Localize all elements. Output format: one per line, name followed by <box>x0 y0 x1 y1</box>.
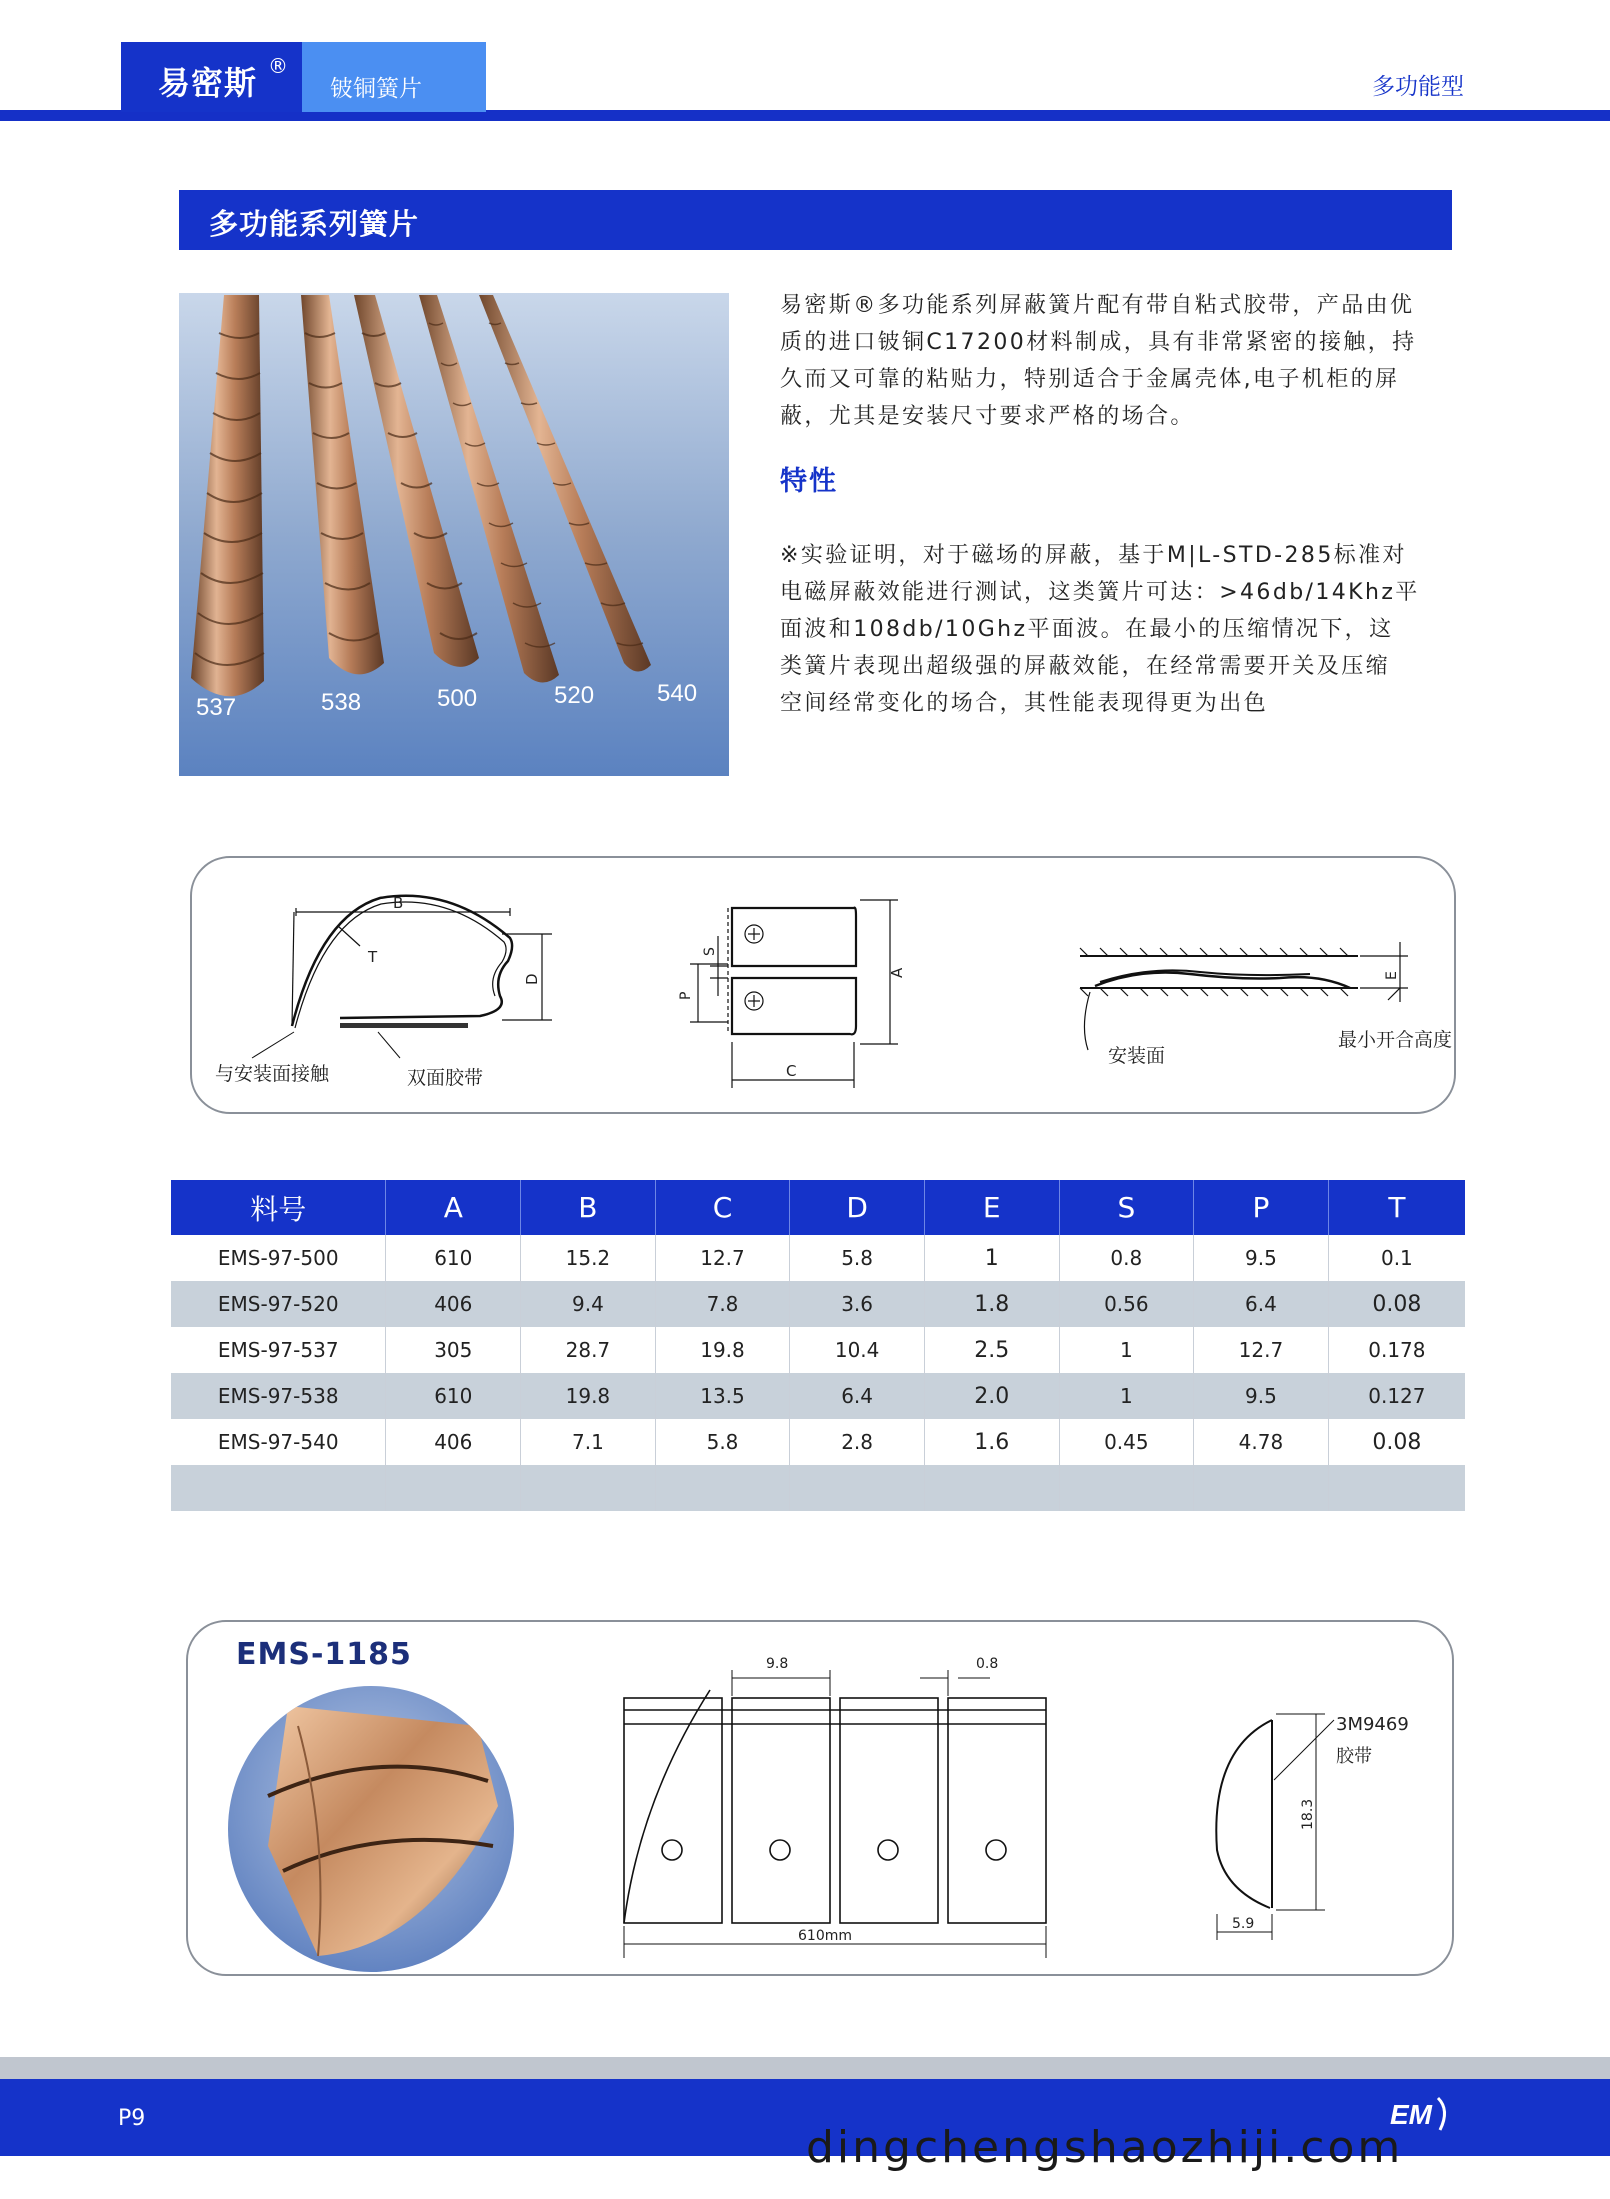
intro-paragraph <box>780 287 1460 435</box>
pitch-label: 9.8 <box>766 1656 789 1672</box>
category-label: 铍铜簧片 <box>330 76 422 102</box>
table-cell: 19.8 <box>655 1327 790 1373</box>
feature-line: 电磁屏蔽效能进行测试，这类簧片可达：>46db/14Khz平 <box>780 580 1420 605</box>
registered-mark: ® <box>268 54 288 78</box>
table-cell: EMS-97-500 <box>171 1235 386 1281</box>
features-paragraph <box>780 537 1460 722</box>
table-cell: 1 <box>1059 1373 1194 1419</box>
dim-label-t: T <box>368 948 378 966</box>
dimension-diagram <box>190 856 1456 1114</box>
table-row <box>171 1281 1465 1327</box>
table-cell: 28.7 <box>521 1327 656 1373</box>
table-cell: 6.4 <box>1194 1281 1329 1327</box>
intro-line: 质的进口铍铜C17200材料制成，具有非常紧密的接触，持 <box>780 330 1417 355</box>
col-header-b: B <box>521 1180 656 1235</box>
watermark-url: dingchengshaozhiji.com <box>806 2122 1404 2173</box>
table-cell: 0.1 <box>1328 1235 1465 1281</box>
features-title: 特性 <box>780 466 838 497</box>
col-header-c: C <box>655 1180 790 1235</box>
intro-line: 易密斯®多功能系列屏蔽簧片配有带自粘式胶带，产品由优 <box>780 293 1415 318</box>
spec-table <box>171 1180 1465 1511</box>
table-cell: 0.08 <box>1328 1419 1465 1465</box>
table-cell: 0.178 <box>1328 1327 1465 1373</box>
page-number: P9 <box>118 2106 146 2131</box>
feature-line: 空间经常变化的场合，其性能表现得更为出色 <box>780 691 1269 716</box>
dim-label-b: B <box>393 894 404 912</box>
footer-grey-band <box>0 2057 1610 2079</box>
table-cell: 305 <box>386 1327 521 1373</box>
table-cell: 0.08 <box>1328 1281 1465 1327</box>
length-label: 610mm <box>798 1928 852 1944</box>
col-header-e: E <box>924 1180 1059 1235</box>
table-cell: EMS-97-540 <box>171 1419 386 1465</box>
table-cell: 610 <box>386 1235 521 1281</box>
table-row-empty <box>171 1465 1465 1511</box>
product-photo <box>179 293 729 776</box>
table-cell: 9.5 <box>1194 1373 1329 1419</box>
photo-label-540: 540 <box>657 680 698 707</box>
header-series-label: 多功能型 <box>1372 74 1464 100</box>
width-label: 5.9 <box>1232 1916 1255 1932</box>
min-height-label: 最小开合高度 <box>1338 1029 1453 1051</box>
photo-label-538: 538 <box>321 689 362 716</box>
gap-label: 0.8 <box>976 1656 999 1672</box>
height-label: 18.3 <box>1300 1798 1316 1830</box>
table-cell: EMS-97-538 <box>171 1373 386 1419</box>
table-cell: 1.6 <box>924 1419 1059 1465</box>
table-cell: 0.127 <box>1328 1373 1465 1419</box>
photo-label-500: 500 <box>437 685 478 712</box>
table-cell: 2.5 <box>924 1327 1059 1373</box>
table-cell: 4.78 <box>1194 1419 1329 1465</box>
table-row <box>171 1373 1465 1419</box>
tape-label: 双面胶带 <box>407 1067 484 1089</box>
table-cell: 9.5 <box>1194 1235 1329 1281</box>
table-cell: 7.8 <box>655 1281 790 1327</box>
table-cell: 3.6 <box>790 1281 925 1327</box>
col-header-a: A <box>386 1180 521 1235</box>
section-title: 多功能系列簧片 <box>209 207 420 241</box>
table-row <box>171 1327 1465 1373</box>
table-cell: 610 <box>386 1373 521 1419</box>
table-cell: 0.8 <box>1059 1235 1194 1281</box>
tape-name-label: 胶带 <box>1336 1746 1372 1767</box>
ems-1185-drawing <box>580 1640 1430 1960</box>
col-header-d: D <box>790 1180 925 1235</box>
dim-label-s: S <box>702 947 718 956</box>
feature-line: 面波和108db/10Ghz平面波。在最小的压缩情况下，这 <box>780 617 1394 642</box>
ems-1185-photo <box>228 1686 514 1972</box>
tape-strip <box>340 1023 468 1028</box>
brand-logo-text: EM <box>1390 2099 1432 2130</box>
table-cell: 15.2 <box>521 1235 656 1281</box>
table-cell: 12.7 <box>1194 1327 1329 1373</box>
table-cell: 12.7 <box>655 1235 790 1281</box>
col-header-p: P <box>1194 1180 1329 1235</box>
table-cell: 1 <box>1059 1327 1194 1373</box>
col-header-t: T <box>1328 1180 1465 1235</box>
photo-label-537: 537 <box>196 694 237 721</box>
table-cell: 1 <box>924 1235 1059 1281</box>
ems-1185-title: EMS-1185 <box>236 1637 412 1672</box>
table-cell: 9.4 <box>521 1281 656 1327</box>
dim-label-e: E <box>1384 971 1400 980</box>
table-header-row <box>171 1180 1465 1235</box>
table-cell: EMS-97-537 <box>171 1327 386 1373</box>
table-cell: 406 <box>386 1419 521 1465</box>
table-cell: 2.8 <box>790 1419 925 1465</box>
dim-label-d: D <box>523 973 541 985</box>
table-cell: 2.0 <box>924 1373 1059 1419</box>
table-row <box>171 1235 1465 1281</box>
mount-surface-label: 安装面 <box>1108 1045 1166 1067</box>
intro-line: 蔽，尤其是安装尺寸要求严格的场合。 <box>780 404 1195 429</box>
photo-label-520: 520 <box>554 682 595 709</box>
table-cell: EMS-97-520 <box>171 1281 386 1327</box>
table-cell: 0.56 <box>1059 1281 1194 1327</box>
feature-line: ※实验证明，对于磁场的屏蔽，基于M|L-STD-285标准对 <box>780 543 1407 568</box>
feature-line: 类簧片表现出超级强的屏蔽效能，在经常需要开关及压缩 <box>780 654 1391 679</box>
table-row <box>171 1419 1465 1465</box>
table-cell: 5.8 <box>655 1419 790 1465</box>
table-cell: 10.4 <box>790 1327 925 1373</box>
table-cell: 1.8 <box>924 1281 1059 1327</box>
col-header-part-no: 料号 <box>171 1180 386 1235</box>
table-cell: 19.8 <box>521 1373 656 1419</box>
intro-line: 久而又可靠的粘贴力，特别适合于金属壳体,电子机柜的屏 <box>780 367 1400 392</box>
table-cell: 13.5 <box>655 1373 790 1419</box>
table-cell: 406 <box>386 1281 521 1327</box>
dim-label-c: C <box>786 1062 797 1080</box>
brand-name: 易密斯 <box>158 64 258 102</box>
dim-label-p: P <box>678 991 694 1000</box>
mount-contact-label: 与安装面接触 <box>215 1063 330 1085</box>
table-cell: 7.1 <box>521 1419 656 1465</box>
dim-label-a: A <box>888 967 906 978</box>
table-cell: 5.8 <box>790 1235 925 1281</box>
tape-code-label: 3M9469 <box>1336 1714 1409 1735</box>
col-header-s: S <box>1059 1180 1194 1235</box>
table-cell: 0.45 <box>1059 1419 1194 1465</box>
table-cell: 6.4 <box>790 1373 925 1419</box>
